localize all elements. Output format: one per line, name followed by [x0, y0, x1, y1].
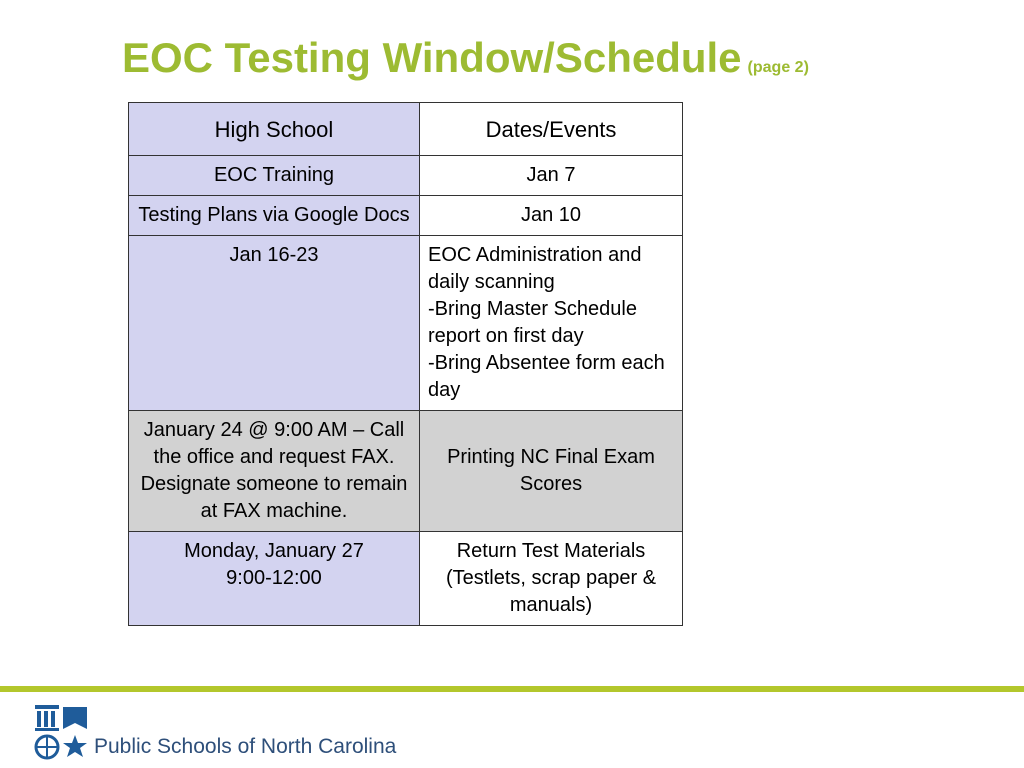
header-dates-events: Dates/Events	[420, 103, 683, 156]
event-line: -Bring Master Schedule report on first day	[428, 298, 637, 347]
cell-high-school	[129, 532, 420, 626]
cell-line: 9:00-12:00	[226, 567, 322, 589]
schedule-table	[128, 102, 683, 626]
cell-date-event: Jan 10	[420, 196, 683, 236]
event-line: EOC Administration and daily scanning	[428, 244, 642, 293]
cell-high-school: January 24 @ 9:00 AM – Call the office and request FAX. Designate someone to remain at FAX machine.	[129, 411, 420, 532]
slide-title-main: EOC Testing Window/Schedule	[122, 34, 742, 81]
table-header-row	[129, 103, 683, 156]
table-row	[129, 196, 683, 236]
cell-date-event	[420, 236, 683, 411]
table-row-highlighted	[129, 411, 683, 532]
cell-high-school: Jan 16-23	[129, 236, 420, 411]
cell-date-event: Printing NC Final Exam Scores	[420, 411, 683, 532]
cell-date-event: Jan 7	[420, 156, 683, 196]
cell-high-school: EOC Training	[129, 156, 420, 196]
slide-title-page-note: (page 2)	[747, 59, 809, 76]
cell-date-event: Return Test Materials (Testlets, scrap paper & manuals)	[420, 532, 683, 626]
event-line: -Bring Absentee form each day	[428, 352, 665, 401]
slide-title	[122, 30, 809, 96]
table-row	[129, 236, 683, 411]
table-row	[129, 156, 683, 196]
footer-divider-rule	[0, 686, 1024, 692]
nc-public-schools-logo-icon	[33, 703, 89, 761]
table-row	[129, 532, 683, 626]
cell-line: Monday, January 27	[184, 540, 364, 562]
header-high-school: High School	[129, 103, 420, 156]
footer-org-name: Public Schools of North Carolina	[94, 735, 397, 758]
cell-high-school: Testing Plans via Google Docs	[129, 196, 420, 236]
